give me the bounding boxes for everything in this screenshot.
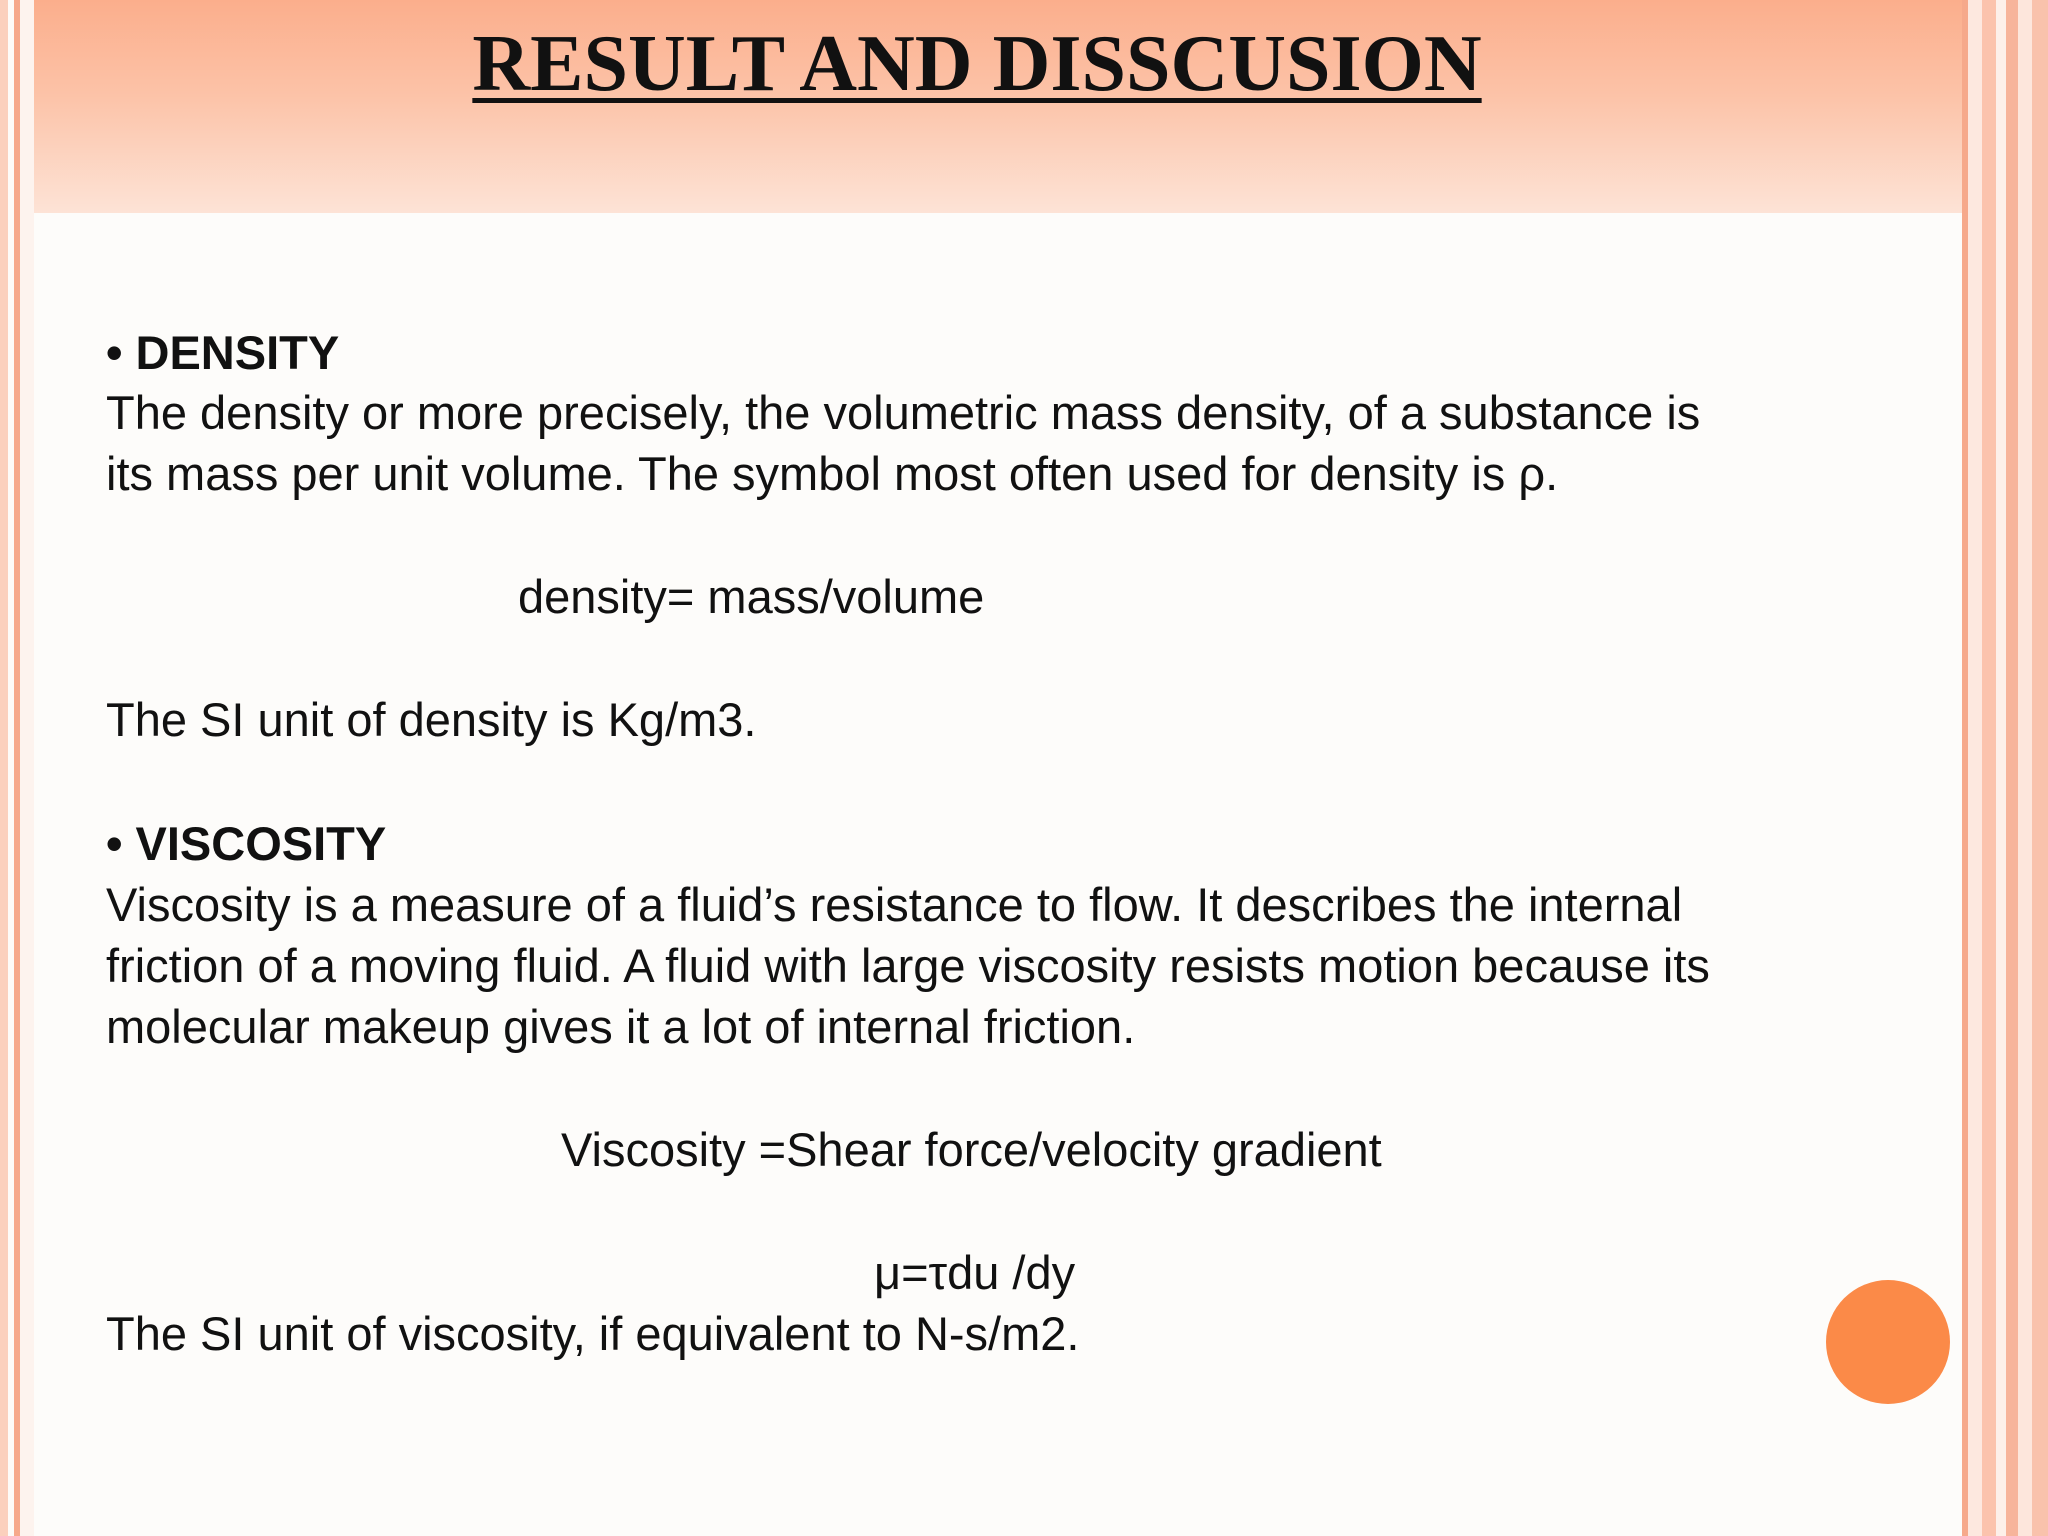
viscosity-heading: • VISCOSITY [106, 817, 387, 870]
left-decorative-border [0, 0, 34, 1536]
viscosity-formula: Viscosity =Shear force/velocity gradient [561, 1123, 1382, 1176]
density-si-unit: The SI unit of density is Kg/m3. [106, 693, 757, 746]
density-description-line-1: The density or more precisely, the volumetric mass density, of a substance is [106, 386, 1701, 439]
density-heading: • DENSITY [106, 326, 340, 379]
accent-circle [1826, 1280, 1950, 1404]
viscosity-si-unit: The SI unit of viscosity, if equivalent to N-s/m2. [106, 1307, 1080, 1360]
viscosity-description-line-3: molecular makeup gives it a lot of internal friction. [106, 1000, 1136, 1053]
slide-title: RESULT AND DISSCUSION [472, 20, 1482, 108]
right-decorative-border [1962, 0, 2048, 1536]
viscosity-symbol-formula: μ=τdu /dy [874, 1246, 1076, 1299]
viscosity-description-line-2: friction of a moving fluid. A fluid with large viscosity resists motion because its [106, 939, 1710, 992]
density-formula: density= mass/volume [518, 570, 985, 623]
density-description-line-2: its mass per unit volume. The symbol most often used for density is ρ. [106, 447, 1559, 500]
viscosity-description-line-1: Viscosity is a measure of a fluid’s resistance to flow. It describes the internal [106, 878, 1683, 931]
